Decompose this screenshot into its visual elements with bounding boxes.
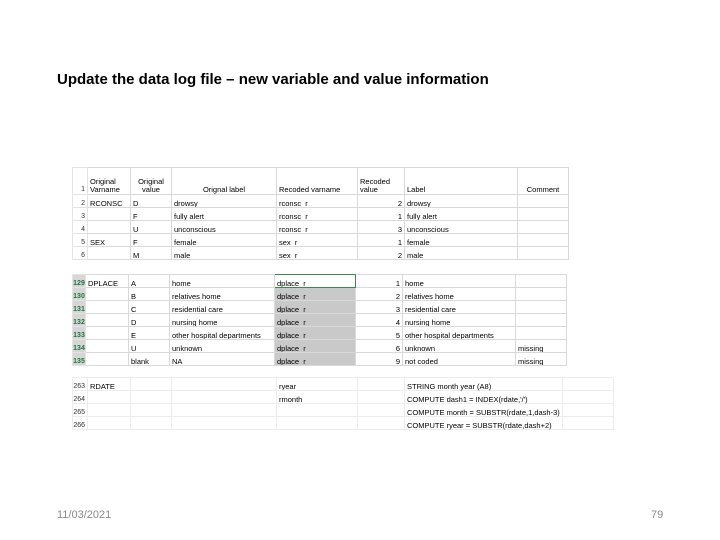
row-number: 132 xyxy=(73,314,86,327)
header-label: Label xyxy=(405,168,518,195)
cell-original-value: B xyxy=(129,288,170,301)
cell-label: drowsy xyxy=(405,195,518,208)
cell-recoded-varname[interactable]: dplace_r xyxy=(275,353,356,366)
cell-recoded-varname[interactable]: dplace_r xyxy=(275,314,356,327)
cell-comment xyxy=(562,404,613,417)
table-row xyxy=(73,275,567,288)
cell-recoded-value xyxy=(358,378,405,391)
cell-recoded-value: 1 xyxy=(356,275,403,288)
cell-original-varname: DPLACE xyxy=(86,275,129,288)
cell-original-label xyxy=(172,391,277,404)
cell-recoded-value: 2 xyxy=(358,247,405,260)
header-comment: Comment xyxy=(518,168,569,195)
cell-original-label: NA xyxy=(170,353,275,366)
cell-comment xyxy=(518,234,569,247)
row-number: 266 xyxy=(73,417,88,430)
cell-recoded-value: 2 xyxy=(358,195,405,208)
cell-original-label: nursing home xyxy=(170,314,275,327)
row-number: 133 xyxy=(73,327,86,340)
cell-comment xyxy=(518,208,569,221)
cell-comment: missing xyxy=(516,340,567,353)
cell-label: COMPUTE ryear = SUBSTR(rdate,dash+2) xyxy=(405,417,563,430)
cell-original-varname xyxy=(86,288,129,301)
table-row xyxy=(73,234,569,247)
cell-original-value: F xyxy=(131,208,172,221)
cell-original-varname xyxy=(86,340,129,353)
cell-recoded-varname[interactable]: dplace_r xyxy=(275,275,356,288)
cell-recoded-value: 1 xyxy=(358,234,405,247)
table-row xyxy=(73,340,567,353)
table-row xyxy=(73,314,567,327)
cell-label: residential care xyxy=(403,301,516,314)
cell-label: not coded xyxy=(403,353,516,366)
cell-comment xyxy=(516,314,567,327)
cell-recoded-varname xyxy=(277,417,358,430)
cell-original-label: fully alert xyxy=(172,208,277,221)
cell-original-value: D xyxy=(131,195,172,208)
row-number: 263 xyxy=(73,378,88,391)
cell-original-value: blank xyxy=(129,353,170,366)
table-row xyxy=(73,288,567,301)
cell-original-label: other hospital departments xyxy=(170,327,275,340)
table-row xyxy=(73,391,614,404)
row-number: 264 xyxy=(73,391,88,404)
cell-comment xyxy=(516,301,567,314)
cell-original-label: female xyxy=(172,234,277,247)
cell-original-value: M xyxy=(131,247,172,260)
table-row xyxy=(73,417,614,430)
table-row xyxy=(73,301,567,314)
cell-recoded-varname: sex_r xyxy=(277,234,358,247)
cell-original-varname xyxy=(86,314,129,327)
cell-original-value: D xyxy=(129,314,170,327)
cell-label: unconscious xyxy=(405,221,518,234)
cell-original-varname xyxy=(86,327,129,340)
cell-label: unknown xyxy=(403,340,516,353)
row-number: 265 xyxy=(73,404,88,417)
header-original-value: Original value xyxy=(131,168,172,195)
cell-label: other hospital departments xyxy=(403,327,516,340)
row-number: 131 xyxy=(73,301,86,314)
row-number: 5 xyxy=(73,234,88,247)
cell-original-value: C xyxy=(129,301,170,314)
cell-label: STRING month year (A8) xyxy=(405,378,563,391)
cell-original-value: U xyxy=(131,221,172,234)
cell-recoded-varname: rconsc_r xyxy=(277,221,358,234)
row-number: 129 xyxy=(73,275,86,288)
cell-original-varname xyxy=(88,417,131,430)
cell-recoded-value: 1 xyxy=(358,208,405,221)
cell-recoded-value: 2 xyxy=(356,288,403,301)
cell-original-label: unknown xyxy=(170,340,275,353)
table-row xyxy=(73,353,567,366)
cell-original-value xyxy=(131,417,172,430)
cell-original-varname: RCONSC xyxy=(88,195,131,208)
table-row xyxy=(73,208,569,221)
cell-original-label: drowsy xyxy=(172,195,277,208)
cell-original-label: male xyxy=(172,247,277,260)
cell-comment xyxy=(562,391,613,404)
cell-comment xyxy=(518,195,569,208)
table-header-row xyxy=(73,168,569,195)
cell-original-value xyxy=(131,378,172,391)
row-number: 130 xyxy=(73,288,86,301)
data-log-table-middle xyxy=(72,274,567,366)
cell-recoded-value: 5 xyxy=(356,327,403,340)
cell-label: female xyxy=(405,234,518,247)
cell-original-label xyxy=(172,404,277,417)
row-number: 6 xyxy=(73,247,88,260)
cell-original-label: residential care xyxy=(170,301,275,314)
cell-original-label xyxy=(172,417,277,430)
cell-recoded-varname: rconsc_r xyxy=(277,195,358,208)
cell-original-value xyxy=(131,404,172,417)
cell-comment xyxy=(516,275,567,288)
table-row xyxy=(73,404,614,417)
header-original-label: Orignal label xyxy=(172,168,277,195)
cell-recoded-varname: ryear xyxy=(277,378,358,391)
cell-original-label: unconscious xyxy=(172,221,277,234)
cell-original-label: home xyxy=(170,275,275,288)
cell-label: male xyxy=(405,247,518,260)
cell-recoded-varname[interactable]: dplace_r xyxy=(275,327,356,340)
cell-original-label: relatives home xyxy=(170,288,275,301)
header-recoded-value: Recoded value xyxy=(358,168,405,195)
cell-label: fully alert xyxy=(405,208,518,221)
cell-recoded-varname: sex_r xyxy=(277,247,358,260)
cell-original-varname: RDATE xyxy=(88,378,131,391)
table-row xyxy=(73,221,569,234)
data-log-table-top xyxy=(72,167,569,260)
table-row xyxy=(73,247,569,260)
cell-recoded-varname: rconsc_r xyxy=(277,208,358,221)
cell-recoded-value xyxy=(358,404,405,417)
cell-recoded-varname[interactable]: dplace_r xyxy=(275,288,356,301)
cell-original-varname: SEX xyxy=(88,234,131,247)
cell-original-varname xyxy=(86,353,129,366)
row-number: 135 xyxy=(73,353,86,366)
row-number: 1 xyxy=(73,168,88,195)
slide-page-number: 79 xyxy=(651,509,664,521)
cell-original-varname xyxy=(88,208,131,221)
row-number: 4 xyxy=(73,221,88,234)
cell-recoded-value: 3 xyxy=(358,221,405,234)
cell-comment xyxy=(518,247,569,260)
cell-recoded-varname xyxy=(277,404,358,417)
cell-recoded-varname[interactable]: dplace_r xyxy=(275,301,356,314)
cell-original-varname xyxy=(88,404,131,417)
table-row xyxy=(73,327,567,340)
cell-comment: missing xyxy=(516,353,567,366)
slide-date: 11/03/2021 xyxy=(57,509,112,521)
cell-label: COMPUTE dash1 = INDEX(rdate,'/') xyxy=(405,391,563,404)
cell-recoded-value: 6 xyxy=(356,340,403,353)
cell-original-varname xyxy=(86,301,129,314)
row-number: 3 xyxy=(73,208,88,221)
cell-recoded-varname[interactable]: dplace_r xyxy=(275,340,356,353)
cell-original-value: E xyxy=(129,327,170,340)
cell-original-label xyxy=(172,378,277,391)
cell-recoded-value: 4 xyxy=(356,314,403,327)
cell-label: COMPUTE month = SUBSTR(rdate,1,dash-3) xyxy=(405,404,563,417)
cell-comment xyxy=(562,378,613,391)
cell-label: relatives home xyxy=(403,288,516,301)
cell-comment xyxy=(562,417,613,430)
cell-original-value xyxy=(131,391,172,404)
cell-comment xyxy=(516,327,567,340)
cell-comment xyxy=(518,221,569,234)
cell-original-varname xyxy=(88,391,131,404)
cell-recoded-varname: rmonth xyxy=(277,391,358,404)
header-recoded-varname: Recoded varname xyxy=(277,168,358,195)
row-number: 2 xyxy=(73,195,88,208)
cell-original-varname xyxy=(88,247,131,260)
cell-comment xyxy=(516,288,567,301)
table-row xyxy=(73,378,614,391)
data-log-table-bottom xyxy=(72,377,614,430)
row-number: 134 xyxy=(73,340,86,353)
cell-recoded-value xyxy=(358,391,405,404)
cell-original-value: A xyxy=(129,275,170,288)
slide-title: Update the data log file – new variable and value information xyxy=(57,71,489,88)
cell-recoded-value: 3 xyxy=(356,301,403,314)
cell-original-varname xyxy=(88,221,131,234)
cell-original-value: U xyxy=(129,340,170,353)
table-row xyxy=(73,195,569,208)
cell-recoded-value xyxy=(358,417,405,430)
cell-recoded-value: 9 xyxy=(356,353,403,366)
cell-label: home xyxy=(403,275,516,288)
cell-label: nursing home xyxy=(403,314,516,327)
cell-original-value: F xyxy=(131,234,172,247)
header-original-varname: Original Varname xyxy=(88,168,131,195)
